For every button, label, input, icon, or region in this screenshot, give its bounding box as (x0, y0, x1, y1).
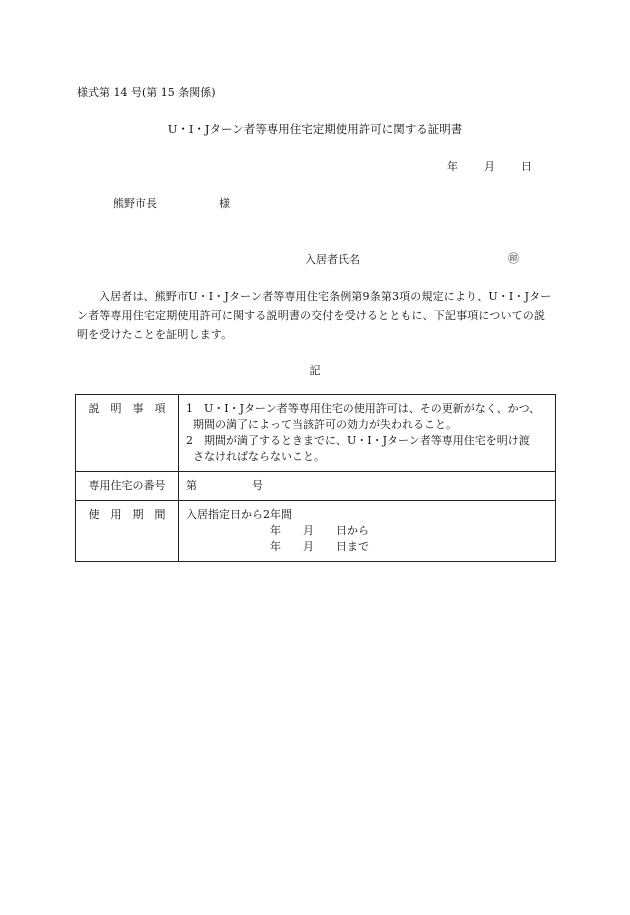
seal-mark: ㊞ (508, 252, 519, 265)
row-header-usage-period: 使 用 期 間 (76, 501, 179, 562)
date-month: 月 (484, 160, 495, 173)
items-table (75, 394, 556, 562)
document-title: U・I・Jターン者等専用住宅定期使用許可に関する証明書 (167, 122, 463, 136)
form-number: 様式第 14 号(第 15 条関係) (77, 86, 216, 99)
explanation-line: 期間の満了によって当該許可の効力が失われること。 (193, 418, 457, 431)
usage-period-start: 年 月 日から (270, 524, 369, 537)
date-year: 年 (447, 160, 458, 173)
resident-name-line (305, 251, 519, 267)
table-row (76, 501, 556, 562)
ki-heading: 記 (309, 364, 321, 377)
row-content-usage-period (179, 501, 556, 562)
addressee (113, 195, 230, 211)
usage-period-end: 年 月 日まで (270, 540, 369, 553)
addressee-name: 熊野市長 (113, 197, 157, 210)
usage-period-line: 入居指定日から2年間 (186, 508, 292, 521)
row-content-explanation (179, 395, 556, 472)
row-header-explanation: 説 明 事 項 (76, 395, 179, 472)
table-row (76, 472, 556, 501)
body-paragraph: 入居者は、熊野市U・I・Jターン者等専用住宅条例第9条第3項の規定により、U・I・Jターン者等専用住宅定期使用許可に関する説明書の交付を受けるとともに、下記事項についての説明を受けたことを証明します。 (77, 290, 552, 341)
row-content-housing-number (179, 472, 556, 501)
explanation-line: さなければならないこと。 (193, 450, 325, 463)
addressee-honorific: 様 (219, 197, 230, 210)
explanation-line: 1 U・I・Jターン者等専用住宅の使用許可は、その更新がなく、かつ、 (186, 402, 541, 415)
date-line (447, 158, 532, 174)
housing-number-value: 第 号 (186, 479, 263, 492)
row-header-housing-number: 専用住宅の番号 (76, 472, 179, 501)
table-row (76, 395, 556, 472)
resident-name-label: 入居者氏名 (305, 253, 360, 266)
date-day: 日 (521, 160, 532, 173)
explanation-line: 2 期間が満了するときまでに、U・I・Jターン者等専用住宅を明け渡 (186, 434, 530, 447)
